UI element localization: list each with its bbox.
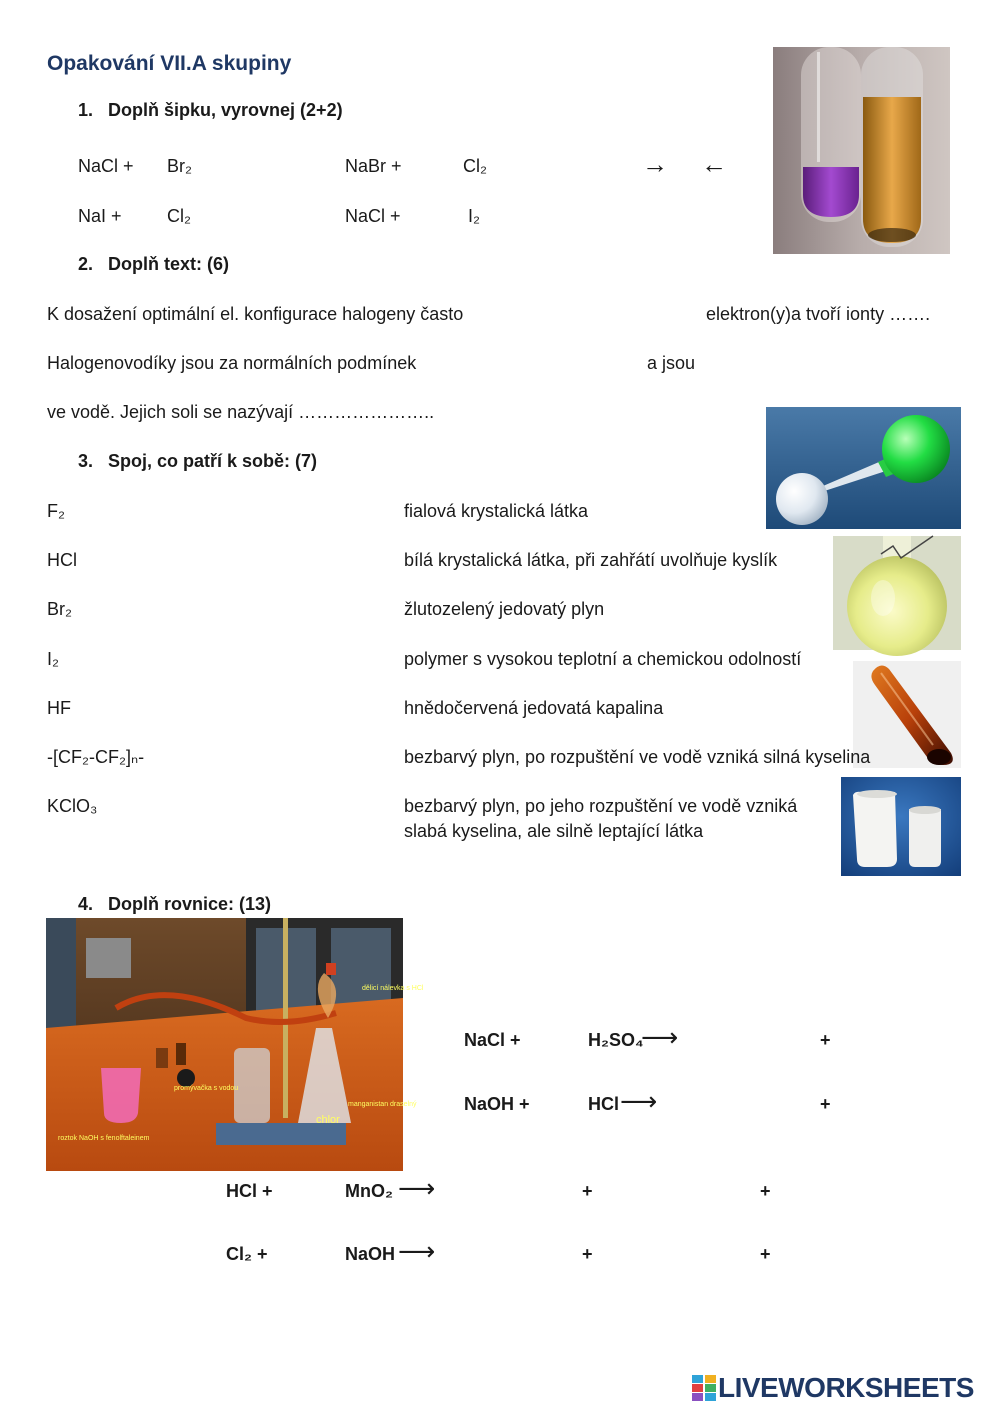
logo-icon bbox=[692, 1375, 716, 1401]
arrow-right[interactable]: → bbox=[642, 149, 668, 179]
match-right-item[interactable]: žlutozelený jedovatý plyn bbox=[404, 599, 605, 619]
eq4-arrow: ⟶ bbox=[398, 1236, 436, 1266]
match-right-item[interactable]: hnědočervená jedovatá kapalina bbox=[404, 698, 664, 718]
task2-line2-end: a jsou bbox=[647, 353, 696, 373]
match-right-item[interactable]: polymer s vysokou teplotní a chemickou odolností bbox=[404, 649, 802, 669]
eq4-plus1: + bbox=[582, 1244, 593, 1264]
task1-r2-a: NaI + bbox=[78, 206, 122, 226]
task2-heading: 2. Doplň text: (6) bbox=[78, 254, 230, 274]
task2-line1-start: K dosažení optimální el. konfigurace halogeny často bbox=[47, 304, 464, 324]
eq2-arrow: ⟶ bbox=[620, 1086, 658, 1116]
eq4-reactant-a: Cl₂ + bbox=[226, 1244, 268, 1264]
arrow-left[interactable]: ← bbox=[701, 149, 727, 179]
photo-label-chlorine: chlor bbox=[316, 1114, 340, 1126]
eq2-plus: + bbox=[820, 1094, 831, 1114]
match-left-item[interactable]: -[CF₂-CF₂]ₙ- bbox=[47, 747, 145, 767]
eq3-arrow: ⟶ bbox=[398, 1173, 436, 1203]
task2-line2-start: Halogenovodíky jsou za normálních podmínek bbox=[47, 353, 417, 373]
molecule-photo bbox=[766, 407, 961, 529]
match-right-item[interactable]: fialová krystalická látka bbox=[404, 501, 589, 521]
page-title: Opakování VII.A skupiny bbox=[47, 52, 292, 75]
task2-line3: ve vodě. Jejich soli se nazývají ………………….. bbox=[47, 402, 435, 422]
task1-r1-b: Br₂ bbox=[167, 156, 192, 176]
task1-heading: 1. Doplň šipku, vyrovnej (2+2) bbox=[78, 100, 343, 120]
photo-label-funnel: dělicí nálevka s HCl bbox=[362, 985, 424, 992]
match-left-item[interactable]: KClO₃ bbox=[47, 796, 98, 816]
match-right-item[interactable]: bílá krystalická látka, při zahřátí uvolňuje kyslík bbox=[404, 550, 778, 570]
eq2-reactant-b: HCl bbox=[588, 1094, 619, 1114]
photo-label-naoh: roztok NaOH s fenolftaleinem bbox=[58, 1135, 150, 1142]
match-left-item[interactable]: F₂ bbox=[47, 501, 65, 521]
flask-photo bbox=[833, 536, 961, 650]
lab-apparatus-photo bbox=[46, 918, 424, 1171]
liveworksheets-logo[interactable] bbox=[692, 1374, 974, 1402]
eq3-plus1: + bbox=[582, 1181, 593, 1201]
eq2-reactant-a: NaOH + bbox=[464, 1094, 530, 1114]
eq4-reactant-b: NaOH bbox=[345, 1244, 396, 1264]
eq4-plus2: + bbox=[760, 1244, 771, 1264]
match-left-item[interactable]: Br₂ bbox=[47, 599, 72, 619]
task2-line1-end: elektron(y)a tvoří ionty ……. bbox=[706, 304, 931, 324]
task4-heading: 4. Doplň rovnice: (13) bbox=[78, 894, 272, 914]
task1-r2-b: Cl₂ bbox=[167, 206, 191, 226]
photo-label-permanganate: manganistan draselný bbox=[348, 1101, 417, 1108]
task3-heading: 3. Spoj, co patří k sobě: (7) bbox=[78, 451, 318, 471]
eq3-reactant-b: MnO₂ bbox=[345, 1181, 393, 1201]
match-left-item[interactable]: HCl bbox=[47, 550, 77, 570]
match-left-item[interactable]: HF bbox=[47, 698, 71, 718]
beakers-photo bbox=[841, 777, 961, 876]
match-right-item[interactable]: bezbarvý plyn, po rozpuštění ve vodě vzniká silná kyselina bbox=[404, 747, 871, 767]
task1-r1-d: Cl₂ bbox=[463, 156, 487, 176]
photo-label-wash: promývačka s vodou bbox=[174, 1085, 239, 1092]
match-right-item[interactable]: bezbarvý plyn, po jeho rozpuštění ve vodě vzniká bbox=[404, 796, 798, 816]
eq1-arrow: ⟶ bbox=[641, 1022, 679, 1052]
task1-r1-a: NaCl + bbox=[78, 156, 134, 176]
task1-r2-c: NaCl + bbox=[345, 206, 401, 226]
eq1-reactant-b: H₂SO₄ bbox=[588, 1030, 644, 1050]
test-tubes-photo bbox=[773, 47, 950, 254]
eq3-reactant-a: HCl + bbox=[226, 1181, 273, 1201]
logo-text: LIVEWORKSHEETS bbox=[718, 1372, 974, 1403]
task1-r1-c: NaBr + bbox=[345, 156, 402, 176]
task1-r2-d: I₂ bbox=[468, 206, 480, 226]
match-left-item[interactable]: I₂ bbox=[47, 649, 59, 669]
match-right-item-cont[interactable]: slabá kyselina, ale silně leptající látka bbox=[404, 821, 704, 841]
eq1-reactant-a: NaCl + bbox=[464, 1030, 521, 1050]
eq1-plus: + bbox=[820, 1030, 831, 1050]
eq3-plus2: + bbox=[760, 1181, 771, 1201]
